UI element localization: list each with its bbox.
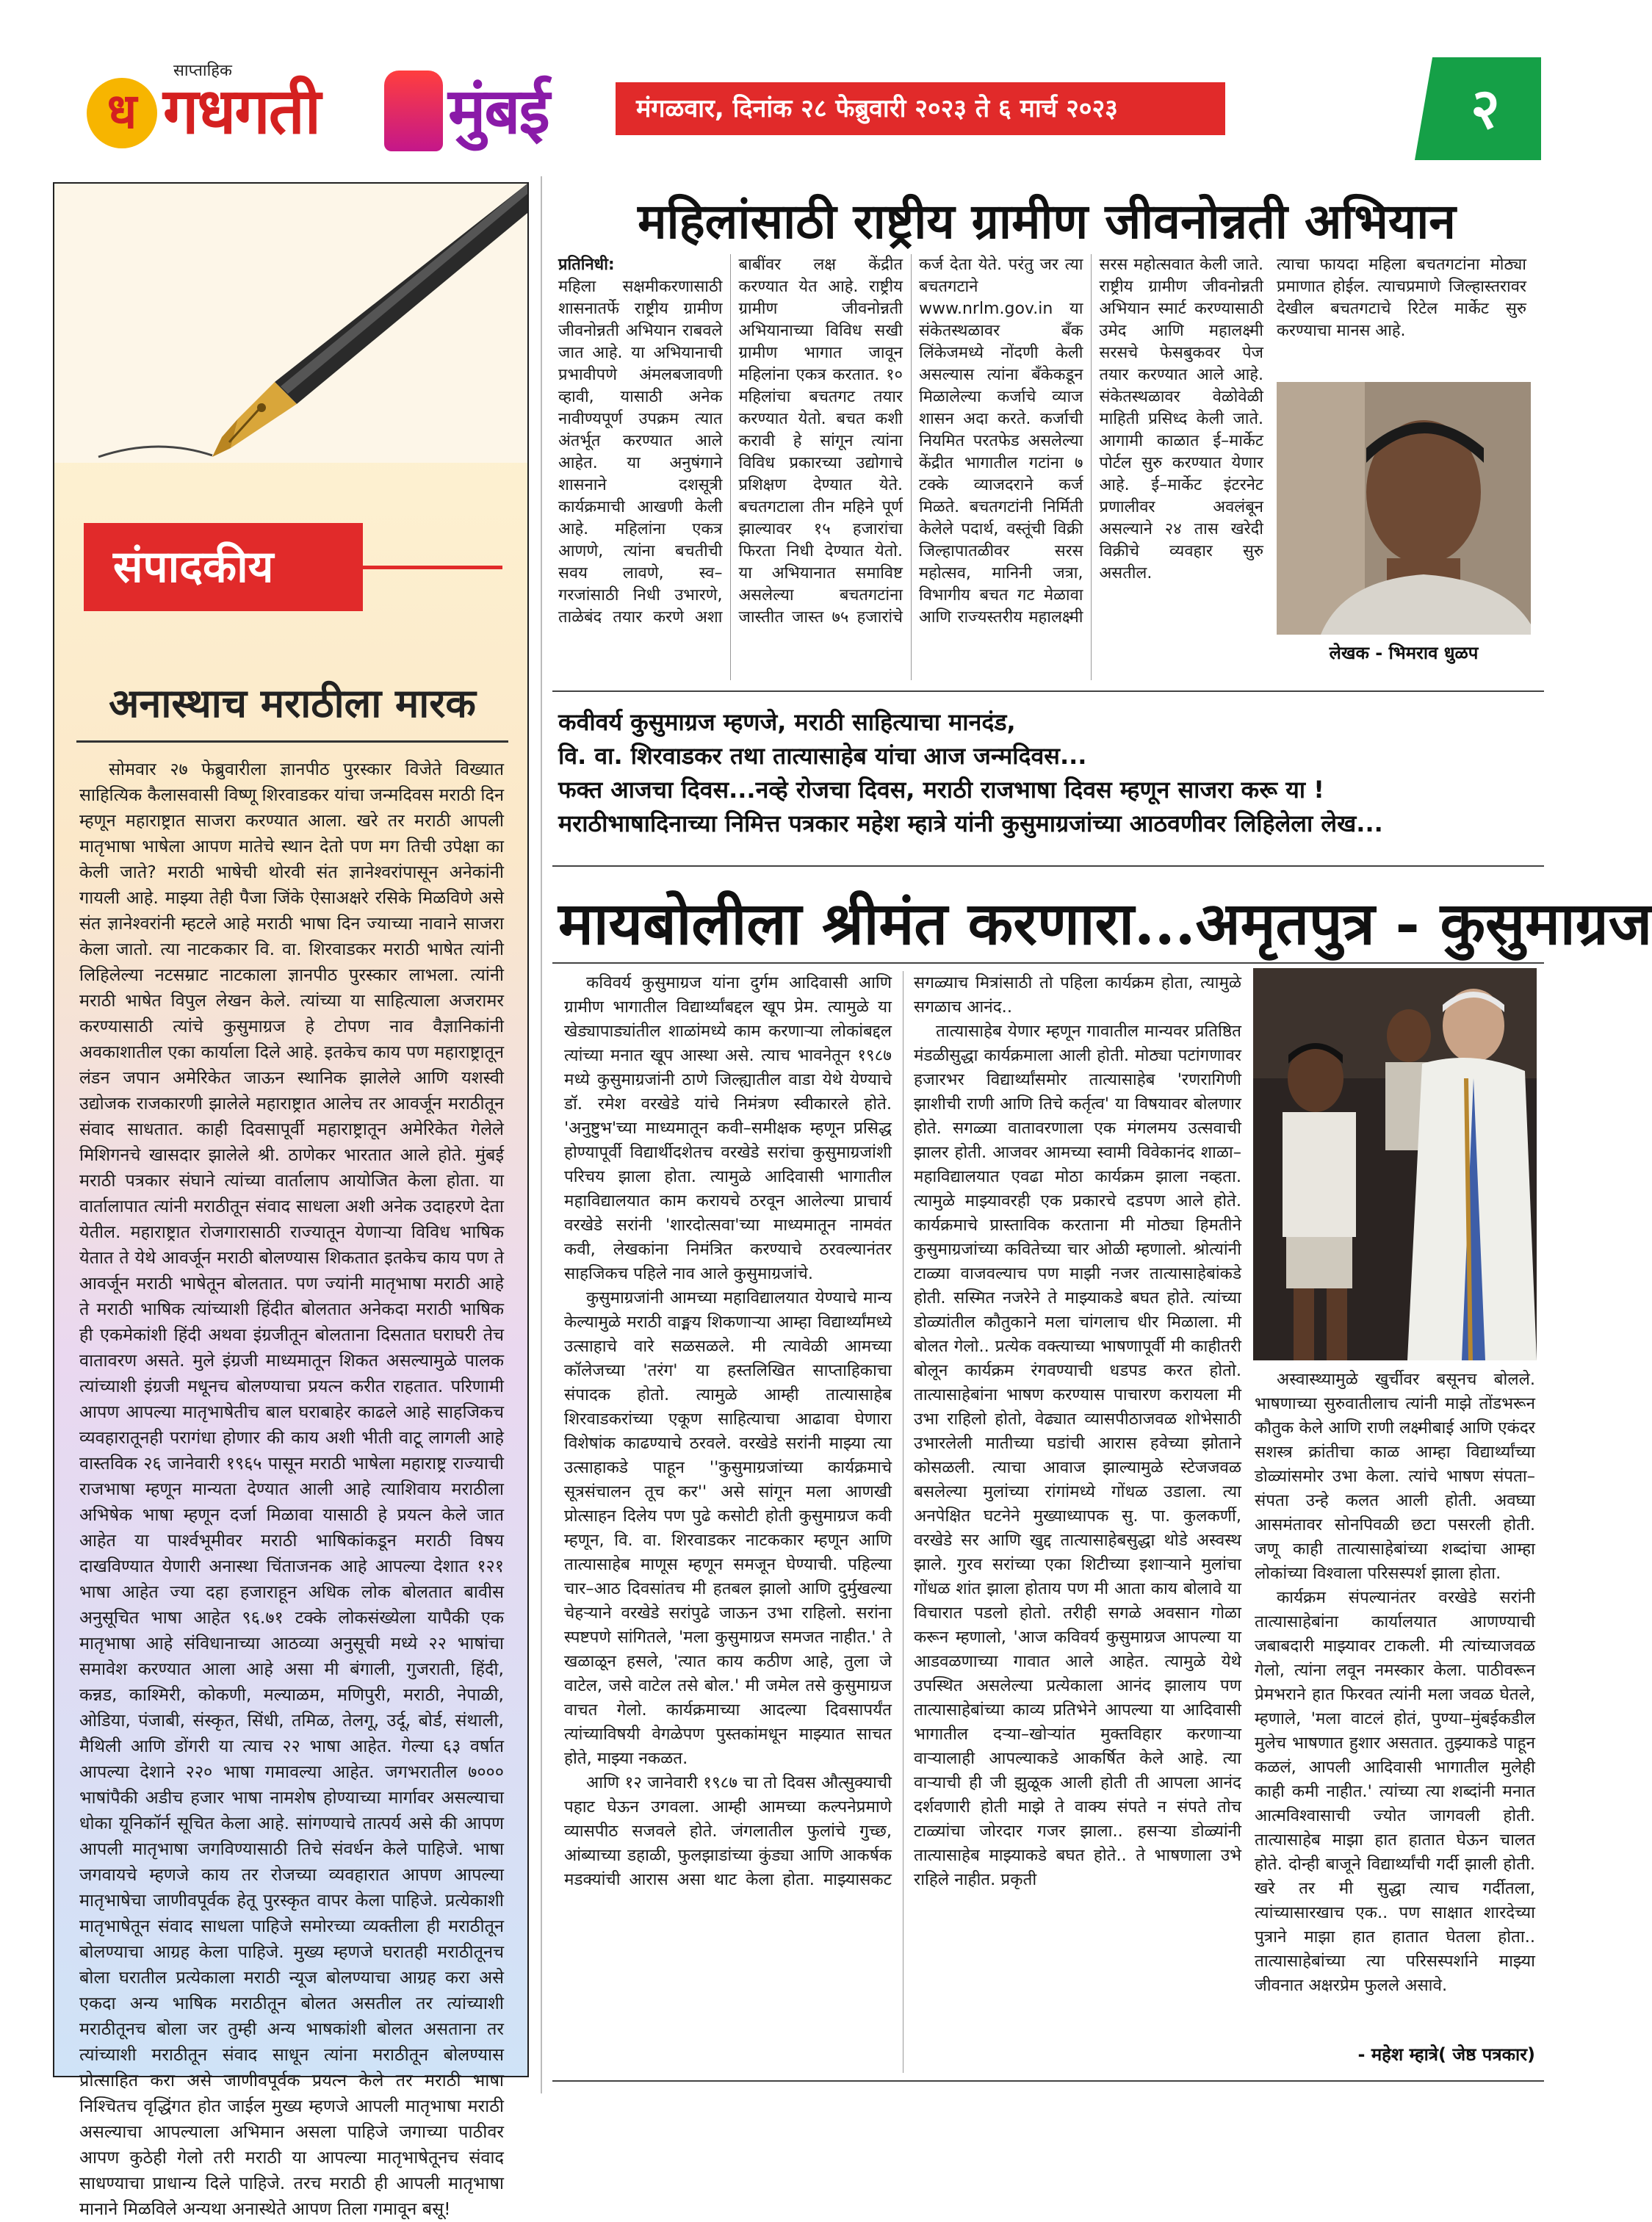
article2-headline[interactable]: मायबोलीला श्रीमंत करणारा...अमृतपुत्र - कुसुमाग्रज xyxy=(558,889,1652,958)
article1-headline[interactable]: महिलांसाठी राष्ट्रीय ग्रामीण जीवनोन्नती अभियान xyxy=(638,192,1456,250)
page-number: २ xyxy=(1471,76,1500,141)
article2-paragraph: कविवर्य कुसुमाग्रज यांना दुर्गम आदिवासी आणि ग्रामीण भागातील विद्यार्थ्यांबद्दल खूप प्रेम. त्यामुळे या खेड्यापाड्यांतील शाळांमध्ये काम करणाऱ्या लोकांबद्दल त्यांच्या मनात खूप आस्था असे. त्याच भावनेतून १९८७ मध्ये कुसुमाग्रजांनी ठाणे जिल्ह्यातील वाडा येथे येण्याचे डॉ. रमेश वरखेडे यांचे निमंत्रण स्वीकारले होते. 'अनुष्टुभ'च्या माध्यमातून कवी–समीक्षक म्हणून प्रसिद्ध होण्यापूर्वी विद्यार्थीदशेतच वरखेडे सरांचा कुसुमाग्रजांशी परिचय झाला होता. त्यामुळे आदिवासी भागातील महाविद्यालयात काम करायचे ठरवून आलेल्या प्राचार्य वरखेडे सरांनी 'शारदोत्सवा'च्या माध्यमातून नामवंत कवी, लेखकांना निमंत्रित करण्याचे ठरवल्यानंतर साहजिकच पहिले नाव आले कुसुमाग्रजांचे. xyxy=(564,973,892,1283)
editorial-body: सोमवार २७ फेब्रुवारीला ज्ञानपीठ पुरस्कार विजेते विख्यात साहित्यिक कैलासवासी विष्णू शिरवाडकर यांचा जन्मदिवस मराठी दिन म्हणून महाराष्ट्रात साजरा करण्यात आला. खरे तर मराठी आपली मातृभाषा भाषेला आपण मातेचे स्थान देतो पण मग तिची उपेक्षा का केली जाते? मराठी भाषेची थोरवी संत ज्ञानेश्वरांपासून अनेकांनी गायली आहे. माझ्या तेही पैजा जिंके ऐसाअक्षरे रसिके मिळविणे असे संत ज्ञानेश्वरांनी म्हटले आहे मराठी भाषा दिन ज्याच्या नावाने साजरा केला जातो. त्या नाटककार वि. वा. शिरवाडकर मराठी भाषेत त्यांनी लिहिलेल्या नटसम्राट नाटकाला ज्ञानपीठ पुरस्कार लाभला. त्यांनी मराठी भाषेत विपुल लेखन केले. त्यांच्या या साहित्याला अजरामर करण्यासाठी त्यांचे कुसुमाग्रज हे टोपण नाव वैज्ञानिकांनी अवकाशातील एका कार्याला दिले आहे. इतकेच काय पण महाराष्ट्रातून लंडन जपान अमेरिकेत जाऊन स्थानिक झालेले आणि यशस्वी उद्योजक राजकारणी झालेले महाराष्ट्रात आलेच तर आवर्जून मराठीतून संवाद साधतात. काही दिवसापूर्वी महाराष्ट्रातून अमेरिकेत गेलेले मिशिगनचे खासदार झालेले श्री. ठाणेकर भारतात आले होते. मुंबई मराठी पत्रकार संघाने त्यांच्या वार्तालाप आयोजित केला होता. या वार्तालापात त्यांनी मराठीतून संवाद साधला अशी अनेक उदाहरणे देता येतील. महाराष्ट्रात रोजगारासाठी राज्यातून येणाऱ्या विविध भाषिक येतात ते येथे आवर्जून मराठी बोलण्यास शिकतात इतकेच काय पण ते आवर्जून मराठी भाषेतून बोलतात. पण ज्यांनी मातृभाषा मराठी आहे ते मराठी भाषिक त्यांच्याशी हिंदीत बोलतात अनेकदा मराठी भाषिक ही एकमेकांशी हिंदी अथवा इंग्रजीतून बोलताना दिसतात घराघरी तेच वातावरण असते. मुले इंग्रजी माध्यमातून शिकत असल्यामुळे पालक त्यांच्याशी इंग्रजी मधूनच बोलण्याचा प्रयत्न करीत राहतात. परिणामी आपण आपल्या मातृभाषेतीच बाल घराबाहेर काढले आहे साहजिकच व्यवहारातूनही परागंधा होणार की काय अशी भीती वाटू लागली आहे वास्तविक २६ जानेवारी १९६५ पासून मराठी भाषेला महाराष्ट्र राज्याची राजभाषा म्हणून मान्यता देण्यात आली आहे त्याशिवाय मराठीला अभिषेक भाषा म्हणून दर्जा मिळावा यासाठी हे प्रयत्न केले जात आहेत या पार्श्वभूमीवर मराठी भाषिकांकडून मराठी विषय दाखविण्यात येणारी अनास्था चिंताजनक आहे आपल्या देशात १२१ भाषा आहेत ज्या दहा हजाराहून अधिक लोक बोलतात बावीस अनुसूचित भाषा आहेत ९६.७१ टक्के लोकसंख्येला यापैकी एक मातृभाषा आहे संविधानाच्या आठव्या अनुसूची मध्ये २२ भाषांचा समावेश करण्यात आला आहे असा मी बंगाली, गुजराती, हिंदी, कन्नड, काश्मिरी, कोकणी, मल्याळम, मणिपुरी, मराठी, नेपाळी, ओडिया, पंजाबी, संस्कृत, सिंधी, तमिळ, तेलगू, उर्दू, बोर्ड, संथाली, मैथिली आणि डोंगरी या त्याच २२ भाषा आहेत. गेल्या ६३ वर्षात आपल्या देशाने २२० भाषा गमावल्या आहेत. जगभरातील ७००० भाषांपैकी अडीच हजार भाषा नामशेष होण्याच्या मार्गावर असल्याचा धोका यूनिकॉर्न सूचित केला आहे. सांगण्याचे तात्पर्य असे की आपण आपली मातृभाषा जगविण्यासाठी तिचे संवर्धन केले पाहिजे. भाषा जगवायचे म्हणजे काय तर रोजच्या व्यवहारात आपण आपल्या मातृभाषेचा जाणीवपूर्वक हेतू पुरस्कृत वापर केला पाहिजे. प्रत्येकाशी मातृभाषेतून संवाद साधला पाहिजे समोरच्या व्यक्तीला ही मराठीतून बोलण्याचा आग्रह केला पाहिजे. मुख्य म्हणजे घरातही मराठीतूनच बोला घरातील प्रत्येकाला मराठी न्यूज बोलण्याचा आग्रह करा असे एकदा अन्य भाषिक मराठीतून बोलत असतील तर त्यांच्याशी मराठीतूनच बोला जर तुम्ही अन्य भाषकांशी बोलत असताना तर त्यांच्याशी मराठीतून संवाद साधून त्यांना मराठीतून बोलण्यास प्रोत्साहित करा असे जाणीवपूर्वक प्रयत्न केले तर मराठी भाषा निश्चितच वृद्धिंगत होत जाईल मुख्य म्हणजे आपली मातृभाषा मराठी असल्याचा आपल्याला अभिमान असला पाहिजे जगाच्या पाठीवर आपण कुठेही गेलो तरी मराठी या आपल्या मातृभाषेतूनच संवाद साधण्याचा प्राधान्य दिले पाहिजे. तरच मराठी ही आपली मातृभाषा मानाने मिळविले अन्यथा अनास्थेते आपण तिला गमावून बसू! xyxy=(79,759,504,2219)
newspaper-logo[interactable] xyxy=(87,59,645,154)
section-separator xyxy=(552,690,1544,692)
article1-last-column: त्याचा फायदा महिला बचतगटांना मोठ्या प्रमाणात होईल. त्याचप्रमाणे जिल्हास्तरावर देखील बचतगटाचे रिटेल मार्केट सुरु करण्याचा मानस आहे. xyxy=(1277,256,1526,340)
raised-fist-icon xyxy=(384,71,443,151)
editorial-column xyxy=(53,182,529,2219)
kicker-line: फक्त आजचा दिवस...नव्हे रोजचा दिवस, मराठी राजभाषा दिवस म्हणून साजरा करू या ! xyxy=(558,776,1324,804)
editorial-title: अनास्थाच मराठीला मारक xyxy=(109,679,476,726)
article2-body xyxy=(564,971,1241,2073)
issue-date-banner: मंगळवार, दिनांक २८ फेब्रुवारी २०२३ ते ६ मार्च २०२३ xyxy=(616,82,1225,135)
author-caption: लेखक - भिमराव धुळप xyxy=(1329,643,1479,663)
article2-paragraph: अस्वास्थ्यामुळे खुर्चीवर बसूनच बोलले. भाषणाच्या सुरुवातीलाच त्यांनी माझे तोंडभरून कौतुक केले आणि राणी लक्ष्मीबाई आणि एकंदर सशस्त्र क्रांतीचा काळ आम्हा विद्यार्थ्यांच्या डोळ्यांसमोर उभा केला. त्यांचे भाषण संपता–संपता उन्हे कलत आली होती. अवघ्या आसमंतावर सोनपिवळी छटा पसरली होती. जणू काही तात्यासाहेबांच्या शब्दांचा आम्हा लोकांच्या विश्वाला परिसस्पर्श झाला होता. xyxy=(1255,1370,1535,1583)
article1-body xyxy=(558,254,1263,680)
author-portrait-image xyxy=(1277,382,1531,635)
article2-paragraph: आणि १२ जानेवारी १९८७ चा तो दिवस औत्सुक्याची पहाट घेऊन उगवला. आम्ही आमच्या कल्पनेप्रमाणे व्यासपीठ सजवले होते. जंगलातील फुलांचे गुच्छ, आंब्याच्या डहाळी, फुलझाडांच्या कुंड्या आणि आकर्षक मडक्यांची आरास असा थाट केला होता. माझ्यासकट सगळ्याच मित्रांसाठी तो पहिला कार्यक्रम होता, त्यामुळे सगळाच आनंद.. xyxy=(564,973,1241,1889)
article2-kicker xyxy=(558,705,1535,840)
kusumagraj-photo xyxy=(1253,968,1537,1360)
article2-paragraph: तात्यासाहेब येणार म्हणून गावातील मान्यवर प्रतिष्ठित मंडळीसुद्धा कार्यक्रमाला आली होती. मोठ्या पटांगणावर हजारभर विद्यार्थ्यांसमोर तात्यासाहेब 'रणरागिणी झाशीची राणी आणि तिचे कर्तृत्व' या विषयावर बोलणार होते. सगळ्या वातावरणाला एक मंगलमय उत्सवाची झालर होती. आजवर आमच्या स्वामी विवेकानंद शाळा–महाविद्यालयात एवढा मोठा कार्यक्रम झाला नव्हता. त्यामुळे माझ्यावरही एक प्रकारचे दडपण आले होते. कार्यक्रमाचे प्रास्ताविक करताना मी मोठ्या हिमतीने कुसुमाग्रजांच्या कवितेच्या चार ओळी म्हणालो. श्रोत्यांनी टाळ्या वाजवल्याच पण माझी नजर तात्यासाहेबांकडे होती. सस्मित नजरेने ते माझ्याकडे बघत होते. त्यांच्या डोळ्यांतील कौतुकाने मला चांगलाच धीर मिळाला. मी बोलत गेलो.. प्रत्येक वक्त्याच्या भाषणापूर्वी मी काहीतरी बोलून कार्यक्रम रंगवण्याची धडपड करत होतो. तात्यासाहेबांना भाषण करण्यास पाचारण करायला मी उभा राहिलो होतो, वेढ्यात व्यासपीठाजवळ शोभेसाठी उभारलेली मातीच्या घडांची आरास हवेच्या झोताने कोसळली. त्याचा आवाज झाल्यामुळे स्टेजजवळ बसलेल्या मुलांच्या रांगांमध्ये गोंधळ उडाला. त्या अनपेक्षित घटनेने मुख्याध्यापक सु. पा. कुलकर्णी, वरखेडे सर आणि खुद्द तात्यासाहेबसुद्धा थोडे अस्वस्थ झाले. गुरव सरांच्या एका शिटीच्या इशाऱ्याने मुलांचा गोंधळ शांत झाला होताय पण मी आता काय बोलावे या विचारात पडलो होतो. तरीही सगळे अवसान गोळा करून म्हणालो, 'आज कविवर्य कुसुमाग्रज आपल्या या आडवळणाच्या गावात आले आहेत. त्यामुळे येथे उपस्थित असलेल्या प्रत्येकाला आनंद झालाय पण तात्यासाहेबांच्या काव्य प्रतिभेने आपल्या या आदिवासी भागातील दऱ्या–खोऱ्यांत मुक्तविहार करणाऱ्या वाऱ्यालाही आपल्याकडे आकर्षित केले आहे. त्या वाऱ्याची ही जी झुळूक आली होती ती आपला आनंद दर्शवणारी होती माझे ते वाक्य संपते न संपते तोच टाळ्यांचा जोरदार गजर झाला.. हसऱ्या डोळ्यांनी तात्यासाहेब माझ्याकडे बघत होते.. ते भाषणाला उभे राहिले नाहीत. प्रकृती xyxy=(914,1022,1241,1889)
kicker-line: वि. वा. शिरवाडकर तथा तात्यासाहेब यांचा आज जन्मदिवस... xyxy=(558,742,1087,770)
section-separator xyxy=(552,865,1544,867)
article1-byline: प्रतिनिधी: xyxy=(558,256,615,274)
author-photo xyxy=(1277,382,1531,635)
logo-mark: ध xyxy=(87,78,157,148)
column-divider xyxy=(541,176,542,2093)
logo-weekly-label: साप्ताहिक xyxy=(173,62,232,80)
editorial-section-label: संपादकीय xyxy=(84,523,363,611)
article2-paragraph: कुसुमाग्रजांनी आमच्या महाविद्यालयात येण्याचे मान्य केल्यामुळे मराठी वाङ्मय शिकणाऱ्या आम्हा विद्यार्थ्यांमध्ये उत्साहाचे वारे सळसळले. मी त्यावेळी आमच्या कॉलेजच्या 'तरंग' या हस्तलिखित साप्ताहिकाचा संपादक होतो. त्यामुळे आम्ही तात्यासाहेब शिरवाडकरांच्या एकूण साहित्याचा आढावा घेणारा विशेषांक काढण्याचे ठरवले. वरखेडे सरांनी माझ्या त्या उत्साहाकडे पाहून ''कुसुमाग्रजांच्या कार्यक्रमाचे सूत्रसंचालन तूच कर'' असे सांगून मला आणखी प्रोत्साहन दिलेय पण पुढे कसोटी होती कुसुमाग्रज कवी म्हणून, वि. वा. शिरवाडकर नाटककार म्हणून आणि तात्यासाहेब माणूस म्हणून समजून घेण्याची. पहिल्या चार–आठ दिवसांतच मी हतबल झालो आणि दुर्मुखल्या चेहऱ्याने वरखेडे सरांपुढे जाऊन उभा राहिलो. सरांना स्पष्टपणे सांगितले, 'मला कुसुमाग्रज समजत नाहीत.' ते खळाळून हसले, 'त्यात काय कठीण आहे, तुला जे वाटेल, जसे वाटेल तसे बोल.' मी जमेल तसे कुसुमाग्रज वाचत गेलो. कार्यक्रमाच्या आदल्या दिवसापर्यंत त्यांच्याविषयी वेगळेपण पुस्तकांमधून माझ्यात साचत होते, माझ्या नकळत. xyxy=(564,1288,892,1768)
kicker-line: कवीवर्य कुसुमाग्रज म्हणजे, मराठी साहित्याचा मानदंड, xyxy=(558,708,1016,736)
logo-name-first: गधगती xyxy=(163,75,320,148)
bottom-rule xyxy=(552,2080,1544,2082)
masthead xyxy=(43,53,1541,163)
article1-text: महिला सक्षमीकरणासाठी शासनातर्फे राष्ट्रीय ग्रामीण जीवनोन्नती अभियान राबवले जात आहे. या अभियानाची प्रभावीपणे अंमलबजावणी व्हावी, यासाठी अनेक नावीण्यपूर्ण उपक्रम त्यात अंतर्भूत करण्यात आले आहेत. या अनुषंगाने शासनाने दशसूत्री कार्यक्रमाची आखणी केली आहे. महिलांना एकत्र आणणे, त्यांना बचतीची सवय लावणे, स्व–गरजांसाठी निधी उभारणे, ताळेबंद तयार करणे अशा बाबींवर लक्ष केंद्रीत करण्यात येत आहे. राष्ट्रीय ग्रामीण जीवनोन्नती अभियानाच्या विविध सखी ग्रामीण भागात जावून महिलांना एकत्र करतात. १० महिलांचा बचतगट तयार करण्यात येतो. बचत कशी करावी हे सांगून त्यांना विविध प्रकारच्या उद्योगाचे प्रशिक्षण देण्यात येते. बचतगटाला तीन महिने पूर्ण झाल्यावर १५ हजारांचा फिरता निधी देण्यात येतो. या अभियानात समाविष्ट असलेल्या बचतगटांना जास्तीत जास्त ७५ हजारांचे कर्ज देता येते. परंतु जर त्या बचतगटाने www.nrlm.gov.in या संकेतस्थळावर बँक लिंकेजमध्ये नोंदणी केली असल्यास त्यांना बँकेकडून मिळालेल्या कर्जाचे व्याज शासन अदा करते. कर्जाची नियमित परतफेड असलेल्या केंद्रीत भागातील गटांना ७ टक्के व्याजदराने कर्ज मिळते. बचतगटांनी निर्मिती केलेले पदार्थ, वस्तूंची विक्री जिल्हापातळीवर सरस महोत्सव, मानिनी जत्रा, विभागीय बचत गट मेळावा आणि राज्यस्तरीय महालक्ष्मी सरस महोत्सवात केली जाते. राष्ट्रीय ग्रामीण जीवनोन्नती अभियान स्मार्ट करण्यासाठी उमेद आणि महालक्ष्मी सरसचे फेसबुकवर पेज तयार करण्यात आले आहे. संकेतस्थळावर वेळोवेळी माहिती प्रसिध्द केली जाते. आगामी काळात ई–मार्केट पोर्टल सुरु करण्यात येणार आहे. ई–मार्केट इंटरनेट प्रणालीवर अवलंबून असल्याने २४ तास खरेदी विक्रीचे व्यवहार सुरु असतील. xyxy=(558,256,1263,627)
fountain-pen-icon xyxy=(54,184,527,463)
section-label-rule xyxy=(363,566,502,569)
article2-paragraph: कार्यक्रम संपल्यानंतर वरखेडे सरांनी तात्यासाहेबांना कार्यालयात आणण्याची जबाबदारी माझ्यावर टाकली. मी त्यांच्याजवळ गेलो, त्यांना लवून नमस्कार केला. पाठीवरून प्रेमभराने हात फिरवत त्यांनी मला जवळ घेतले, म्हणाले, 'मला वाटलं होतं, पुण्या–मुंबईकडील मुलेच भाषणात हुशार असतात. तुझ्याकडे पाहून कळलं, आपली आदिवासी भागातील मुलेही काही कमी नाहीत.' त्यांच्या त्या शब्दांनी मनात आत्मविश्वासाची ज्योत जागवली होती. तात्यासाहेब माझा हात हातात घेऊन चालत होते. दोन्ही बाजूने विद्यार्थ्यांची गर्दी झाली होती. खरे तर मी सुद्धा त्याच गर्दीतला, त्यांच्यासारखाच एक.. पण साक्षात शारदेच्या पुत्राने माझा हात हातात घेतला होता.. तात्यासाहेबांच्या त्या परिसस्पर्शाने माझ्या जीवनात अक्षरप्रेम फुलले असावे. xyxy=(1255,1588,1535,1995)
article2-third-column xyxy=(1255,1368,1535,2029)
kicker-line: मराठीभाषादिनाच्या निमित्त पत्रकार महेश म्हात्रे यांनी कुसुमाग्रजांच्या आठवणीवर लिहिलेला लेख... xyxy=(558,809,1383,837)
event-photograph-image xyxy=(1253,968,1537,1360)
logo-name-second: मुंबई xyxy=(448,75,549,148)
editorial-title-rule xyxy=(76,740,508,743)
section-separator xyxy=(552,962,1544,964)
article2-byline: - महेश म्हात्रे( जेष्ठ पत्रकार) xyxy=(1357,2044,1535,2065)
